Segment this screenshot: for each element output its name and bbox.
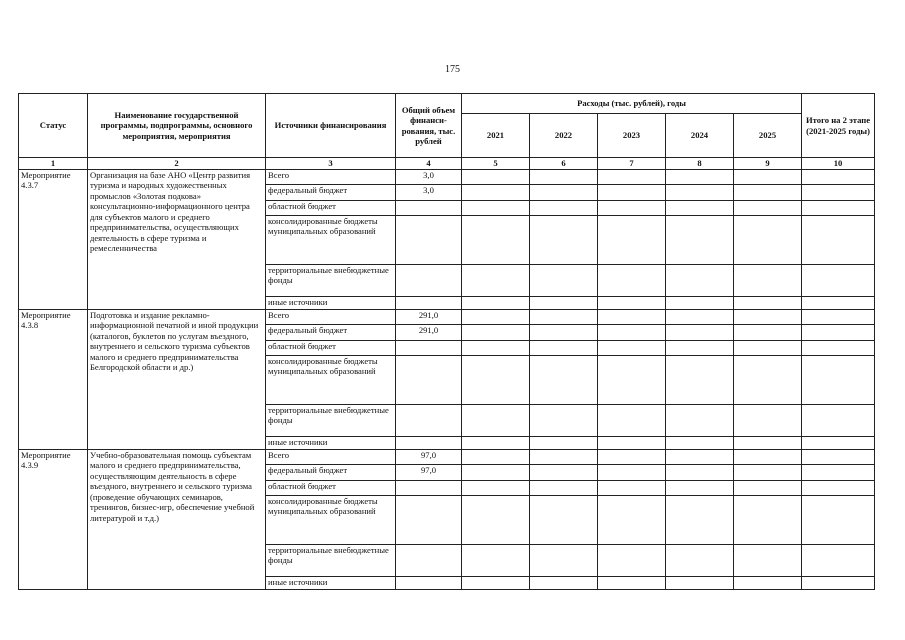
event-status: Мероприятие 4.3.9 bbox=[19, 449, 88, 589]
table-cell bbox=[734, 436, 802, 449]
table-cell bbox=[530, 495, 598, 544]
table-row bbox=[19, 169, 875, 184]
event-status: Мероприятие 4.3.7 bbox=[19, 169, 88, 309]
event-status: Мероприятие 4.3.8 bbox=[19, 309, 88, 449]
table-cell bbox=[802, 215, 875, 264]
table-cell bbox=[734, 355, 802, 404]
header-name: Наименование государственной программы, подпрограммы, основного мероприятия, мероприятия bbox=[88, 94, 266, 158]
table-cell bbox=[802, 169, 875, 184]
table-cell bbox=[598, 464, 666, 480]
total-volume-cell: 97,0 bbox=[396, 464, 462, 480]
source-label: консолидированные бюджеты муниципальных образований bbox=[266, 215, 396, 264]
table-cell bbox=[462, 576, 530, 589]
header-sources: Источники финансирования bbox=[266, 94, 396, 158]
table-cell bbox=[462, 215, 530, 264]
source-label: федеральный бюджет bbox=[266, 184, 396, 200]
total-volume-cell bbox=[396, 200, 462, 215]
table-cell bbox=[734, 480, 802, 495]
source-label: территориальные внебюджетные фонды bbox=[266, 404, 396, 436]
table-cell bbox=[462, 495, 530, 544]
total-volume-cell bbox=[396, 340, 462, 355]
source-label: консолидированные бюджеты муниципальных образований bbox=[266, 495, 396, 544]
total-volume-cell: 291,0 bbox=[396, 324, 462, 340]
source-label: иные источники bbox=[266, 576, 396, 589]
total-volume-cell bbox=[396, 480, 462, 495]
source-label: областной бюджет bbox=[266, 200, 396, 215]
table-cell bbox=[802, 184, 875, 200]
table-cell bbox=[734, 449, 802, 464]
total-volume-cell bbox=[396, 264, 462, 296]
table-cell bbox=[802, 355, 875, 404]
table-cell bbox=[666, 324, 734, 340]
source-label: территориальные внебюджетные фонды bbox=[266, 264, 396, 296]
table-cell bbox=[734, 264, 802, 296]
table-cell bbox=[802, 404, 875, 436]
table-cell bbox=[598, 449, 666, 464]
column-number: 1 bbox=[19, 158, 88, 170]
table-cell bbox=[666, 436, 734, 449]
table-cell bbox=[598, 480, 666, 495]
table-cell bbox=[462, 404, 530, 436]
header-year: 2022 bbox=[530, 114, 598, 158]
table-cell bbox=[802, 449, 875, 464]
events-body bbox=[19, 169, 875, 589]
table-cell bbox=[802, 480, 875, 495]
table-cell bbox=[734, 495, 802, 544]
table-cell bbox=[462, 480, 530, 495]
source-label: Всего bbox=[266, 169, 396, 184]
table-cell bbox=[462, 184, 530, 200]
table-row bbox=[19, 449, 875, 464]
total-volume-cell: 3,0 bbox=[396, 169, 462, 184]
table-cell bbox=[530, 296, 598, 309]
source-label: Всего bbox=[266, 449, 396, 464]
column-number: 7 bbox=[598, 158, 666, 170]
table-cell bbox=[598, 324, 666, 340]
header-status: Статус bbox=[19, 94, 88, 158]
table-cell bbox=[598, 340, 666, 355]
table-cell bbox=[802, 464, 875, 480]
table-cell bbox=[666, 449, 734, 464]
table-cell bbox=[802, 340, 875, 355]
event-name: Подготовка и издание рекламно-информационной печатной и иной продукции (каталогов, буклетов по услугам въездного, внутреннего и сельского туризма субъектов малого и среднего предпринимательства Белгородской области и др.) bbox=[88, 309, 266, 449]
table-cell bbox=[462, 200, 530, 215]
table-cell bbox=[462, 449, 530, 464]
table-cell bbox=[462, 544, 530, 576]
table-cell bbox=[530, 215, 598, 264]
table-cell bbox=[666, 404, 734, 436]
total-volume-cell bbox=[396, 355, 462, 404]
event-name: Организация на базе АНО «Центр развития туризма и народных художественных промыслов «Золотая подкова» консультационно-информационного центра для субъектов малого и среднего предпринимательства, осуществляющих деятельность в сфере туризма и ремесленничества bbox=[88, 169, 266, 309]
total-volume-cell bbox=[396, 576, 462, 589]
total-volume-cell bbox=[396, 215, 462, 264]
table-cell bbox=[666, 340, 734, 355]
table-cell bbox=[666, 215, 734, 264]
table-cell bbox=[666, 309, 734, 324]
table-cell bbox=[802, 264, 875, 296]
table-cell bbox=[734, 200, 802, 215]
table-cell bbox=[530, 544, 598, 576]
table-cell bbox=[598, 215, 666, 264]
table-cell bbox=[530, 464, 598, 480]
source-label: консолидированные бюджеты муниципальных образований bbox=[266, 355, 396, 404]
table-cell bbox=[598, 309, 666, 324]
table-cell bbox=[598, 264, 666, 296]
table-cell bbox=[734, 576, 802, 589]
table-cell bbox=[802, 544, 875, 576]
column-number: 2 bbox=[88, 158, 266, 170]
table-cell bbox=[598, 576, 666, 589]
table-cell bbox=[666, 544, 734, 576]
total-volume-cell bbox=[396, 495, 462, 544]
column-number: 8 bbox=[666, 158, 734, 170]
table-cell bbox=[734, 215, 802, 264]
budget-table bbox=[18, 93, 875, 590]
table-cell bbox=[598, 200, 666, 215]
event-name: Учебно-образовательная помощь субъектам малого и среднего предпринимательства, осуществляющим деятельность в сфере въездного, внутреннего и сельского туризма (проведение обучающих семинаров, тренингов, бизнес-игр, обеспечение учебной литературой и т.д.) bbox=[88, 449, 266, 589]
table-cell bbox=[462, 169, 530, 184]
table-cell bbox=[462, 436, 530, 449]
source-label: областной бюджет bbox=[266, 480, 396, 495]
table-cell bbox=[666, 200, 734, 215]
table-cell bbox=[598, 404, 666, 436]
table-cell bbox=[802, 495, 875, 544]
table-cell bbox=[462, 355, 530, 404]
table-cell bbox=[802, 296, 875, 309]
table-cell bbox=[462, 264, 530, 296]
table-cell bbox=[530, 184, 598, 200]
table-cell bbox=[666, 264, 734, 296]
page-number: 175 bbox=[445, 64, 460, 75]
table-cell bbox=[462, 309, 530, 324]
column-number: 6 bbox=[530, 158, 598, 170]
table-cell bbox=[666, 495, 734, 544]
table-cell bbox=[802, 200, 875, 215]
table-cell bbox=[734, 169, 802, 184]
table-cell bbox=[530, 169, 598, 184]
header-total-volume: Общий объем финанси-рования, тыс. рублей bbox=[396, 94, 462, 158]
source-label: федеральный бюджет bbox=[266, 464, 396, 480]
table-cell bbox=[530, 436, 598, 449]
table-cell bbox=[734, 544, 802, 576]
header-year: 2023 bbox=[598, 114, 666, 158]
total-volume-cell: 3,0 bbox=[396, 184, 462, 200]
table-cell bbox=[462, 340, 530, 355]
table-cell bbox=[802, 309, 875, 324]
table-cell bbox=[734, 309, 802, 324]
column-number: 3 bbox=[266, 158, 396, 170]
total-volume-cell bbox=[396, 296, 462, 309]
source-label: иные источники bbox=[266, 436, 396, 449]
table-cell bbox=[462, 464, 530, 480]
table-cell bbox=[666, 576, 734, 589]
table-cell bbox=[530, 309, 598, 324]
source-label: Всего bbox=[266, 309, 396, 324]
header-year: 2025 bbox=[734, 114, 802, 158]
table-cell bbox=[598, 184, 666, 200]
table-row bbox=[19, 309, 875, 324]
source-label: федеральный бюджет bbox=[266, 324, 396, 340]
header-year: 2021 bbox=[462, 114, 530, 158]
table-cell bbox=[530, 355, 598, 404]
header-stage-total: Итого на 2 этапе (2021-2025 годы) bbox=[802, 94, 875, 158]
column-number: 9 bbox=[734, 158, 802, 170]
table-cell bbox=[666, 355, 734, 404]
table-cell bbox=[666, 169, 734, 184]
table-cell bbox=[598, 495, 666, 544]
table-cell bbox=[530, 480, 598, 495]
source-label: иные источники bbox=[266, 296, 396, 309]
table-cell bbox=[530, 340, 598, 355]
table-cell bbox=[734, 184, 802, 200]
table-cell bbox=[666, 184, 734, 200]
total-volume-cell bbox=[396, 436, 462, 449]
table-cell bbox=[666, 296, 734, 309]
table-cell bbox=[530, 200, 598, 215]
table-cell bbox=[802, 324, 875, 340]
total-volume-cell: 291,0 bbox=[396, 309, 462, 324]
table-cell bbox=[598, 296, 666, 309]
column-number: 10 bbox=[802, 158, 875, 170]
table-cell bbox=[802, 576, 875, 589]
header-year: 2024 bbox=[666, 114, 734, 158]
source-label: территориальные внебюджетные фонды bbox=[266, 544, 396, 576]
table-cell bbox=[462, 296, 530, 309]
table-cell bbox=[734, 464, 802, 480]
total-volume-cell: 97,0 bbox=[396, 449, 462, 464]
table-cell bbox=[530, 404, 598, 436]
total-volume-cell bbox=[396, 404, 462, 436]
table-cell bbox=[530, 576, 598, 589]
table-cell bbox=[530, 264, 598, 296]
table-cell bbox=[530, 449, 598, 464]
table-cell bbox=[462, 324, 530, 340]
column-number: 4 bbox=[396, 158, 462, 170]
table-cell bbox=[734, 340, 802, 355]
table-cell bbox=[666, 464, 734, 480]
table-cell bbox=[598, 169, 666, 184]
table-cell bbox=[666, 480, 734, 495]
table-cell bbox=[734, 404, 802, 436]
table-cell bbox=[734, 296, 802, 309]
table-cell bbox=[530, 324, 598, 340]
total-volume-cell bbox=[396, 544, 462, 576]
table-cell bbox=[598, 436, 666, 449]
source-label: областной бюджет bbox=[266, 340, 396, 355]
table-cell bbox=[734, 324, 802, 340]
column-number: 5 bbox=[462, 158, 530, 170]
table-cell bbox=[598, 544, 666, 576]
table-cell bbox=[802, 436, 875, 449]
header-expenses: Расходы (тыс. рублей), годы bbox=[462, 94, 802, 114]
table-cell bbox=[598, 355, 666, 404]
